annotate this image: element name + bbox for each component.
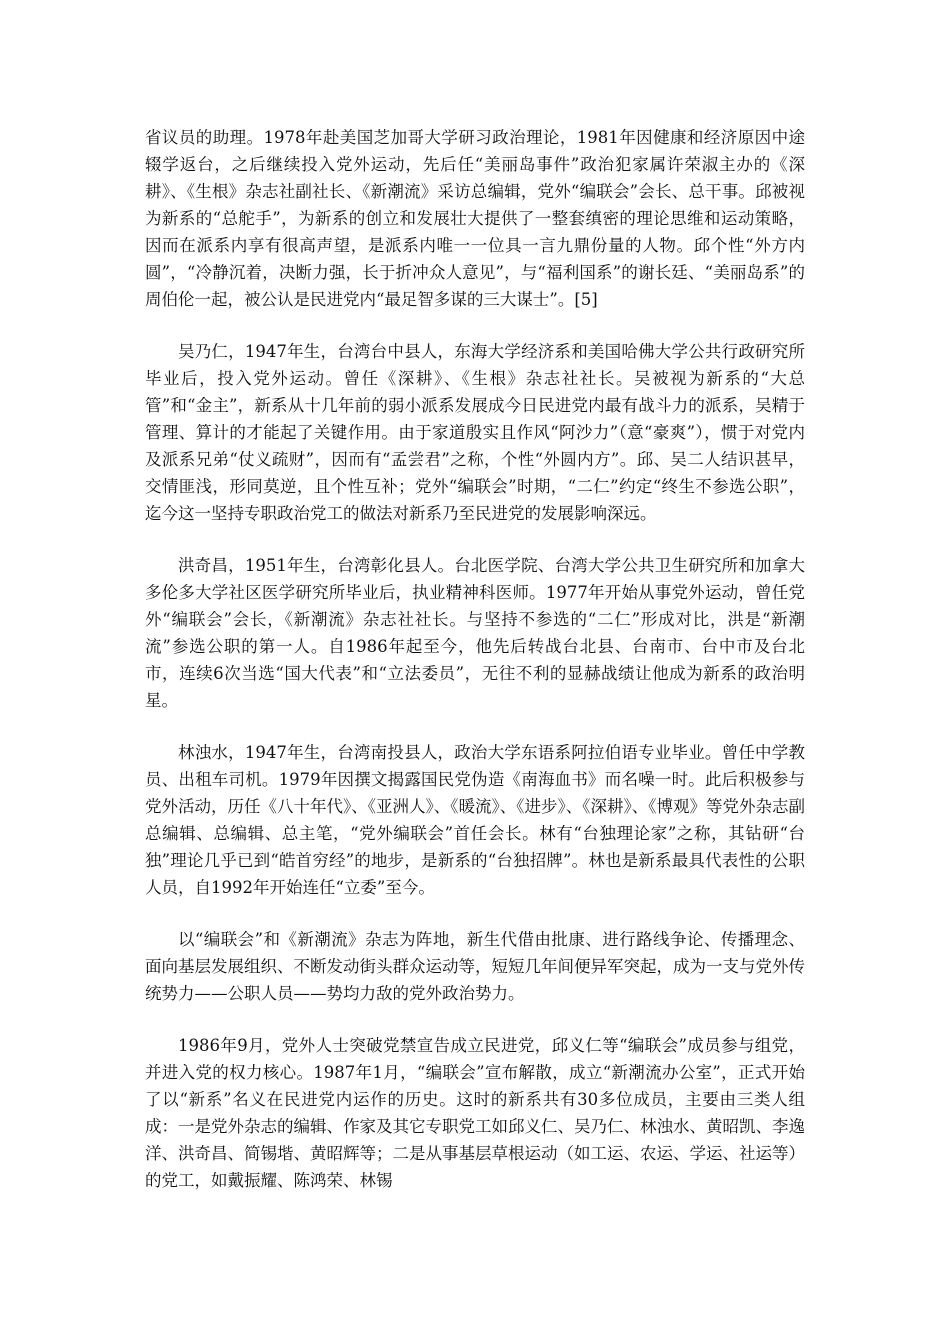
paragraph-founding-of-dpp: 1986年9月，党外人士突破党禁宣告成立民进党，邱义仁等“编联会”成员参与组党，并进入党的权力核心。1987年1月，“编联会”宣布解散，成立“新潮流办公室”，正式开始了以“新系”名义在民进党内运作的历史。这时的新系共有30多位成员，主要由三类人组成：一是党外杂志的编辑、作家及其它专职党工如邱义仁、吴乃仁、林浊水、黄昭凯、李逸洋、洪奇昌、简锡堦、黄昭辉等；二是从事基层草根运动（如工运、农运、学运、社运等）的党工，如戴振耀、陈鸿荣、林锡 bbox=[145, 1036, 805, 1190]
paragraph-qiu-yiren: 省议员的助理。1978年赴美国芝加哥大学研习政治理论，1981年因健康和经济原因中途辍学返台，之后继续投入党外运动，先后任“美丽岛事件”政治犯家属许荣淑主办的《深耕》、《生根》杂志社副社长、《新潮流》采访总编辑，党外“编联会”会长、总干事。邱被视为新系的“总舵手”，为新系的创立和发展壮大提供了一整套缜密的理论思维和运动策略，因而在派系内享有很高声望，是派系内唯一一位具一言九鼎份量的人物。邱个性“外方内圆”，“冷静沉着，决断力强，长于折冲众人意见”，与“福利国系”的谢长廷、“美丽岛系”的周伯伦一起，被公认是民进党内“最足智多谋的三大谋士”。[5] bbox=[145, 128, 805, 309]
document-page bbox=[145, 124, 805, 1219]
paragraph-lin-zhuoshui: 林浊水，1947年生，台湾南投县人，政治大学东语系阿拉伯语专业毕业。曾任中学教员、出租车司机。1979年因撰文揭露国民党伪造《南海血书》而名噪一时。此后积极参与党外活动，历任《八十年代》、《亚洲人》、《暖流》、《进步》、《深耕》、《博观》等党外杂志副总编辑、总编辑、总主笔，“党外编联会”首任会长。林有“台独理论家”之称，其钻研“台独”理论几乎已到“皓首穷经”的地步，是新系的“台独招牌”。林也是新系最具代表性的公职人员，自1992年开始连任“立委”至今。 bbox=[145, 743, 805, 897]
paragraph-hong-qichang: 洪奇昌，1951年生，台湾彰化县人。台北医学院、台湾大学公共卫生研究所和加拿大多伦多大学社区医学研究所毕业后，执业精神科医师。1977年开始从事党外运动，曾任党外“编联会”会长，《新潮流》杂志社社长。与坚持不参选的“二仁”形成对比，洪是“新潮流”参选公职的第一人。自1986年起至今，他先后转战台北县、台南市、台中市及台北市，连续6次当选“国大代表”和“立法委员”，无往不利的显赫战绩让他成为新系的政治明星。 bbox=[145, 556, 805, 710]
paragraph-wu-nairen: 吴乃仁，1947年生，台湾台中县人，东海大学经济系和美国哈佛大学公共行政研究所毕业后，投入党外运动。曾任《深耕》、《生根》杂志社社长。吴被视为新系的“大总管”和“金主”，新系从十几年前的弱小派系发展成今日民进党内最有战斗力的派系，吴精于管理、算计的才能起了关键作用。由于家道殷实且作风“阿沙力”（意“豪爽”），惯于对党内及派系兄弟“仗义疏财”，因而有“孟尝君”之称，个性“外圆内方”。邱、吴二人结识甚早，交情匪浅，形同莫逆，且个性互补；党外“编联会”时期，“二仁”约定“终生不参选公职”，迄今这一坚持专职政治党工的做法对新系乃至民进党的发展影响深远。 bbox=[145, 342, 805, 523]
paragraph-rise-of-new-generation: 以“编联会”和《新潮流》杂志为阵地，新生代借由批康、进行路线争论、传播理念、面向基层发展组织、不断发动街头群众运动等，短短几年间便异军突起，成为一支与党外传统势力——公职人员——势均力敌的党外政治势力。 bbox=[145, 930, 805, 1003]
